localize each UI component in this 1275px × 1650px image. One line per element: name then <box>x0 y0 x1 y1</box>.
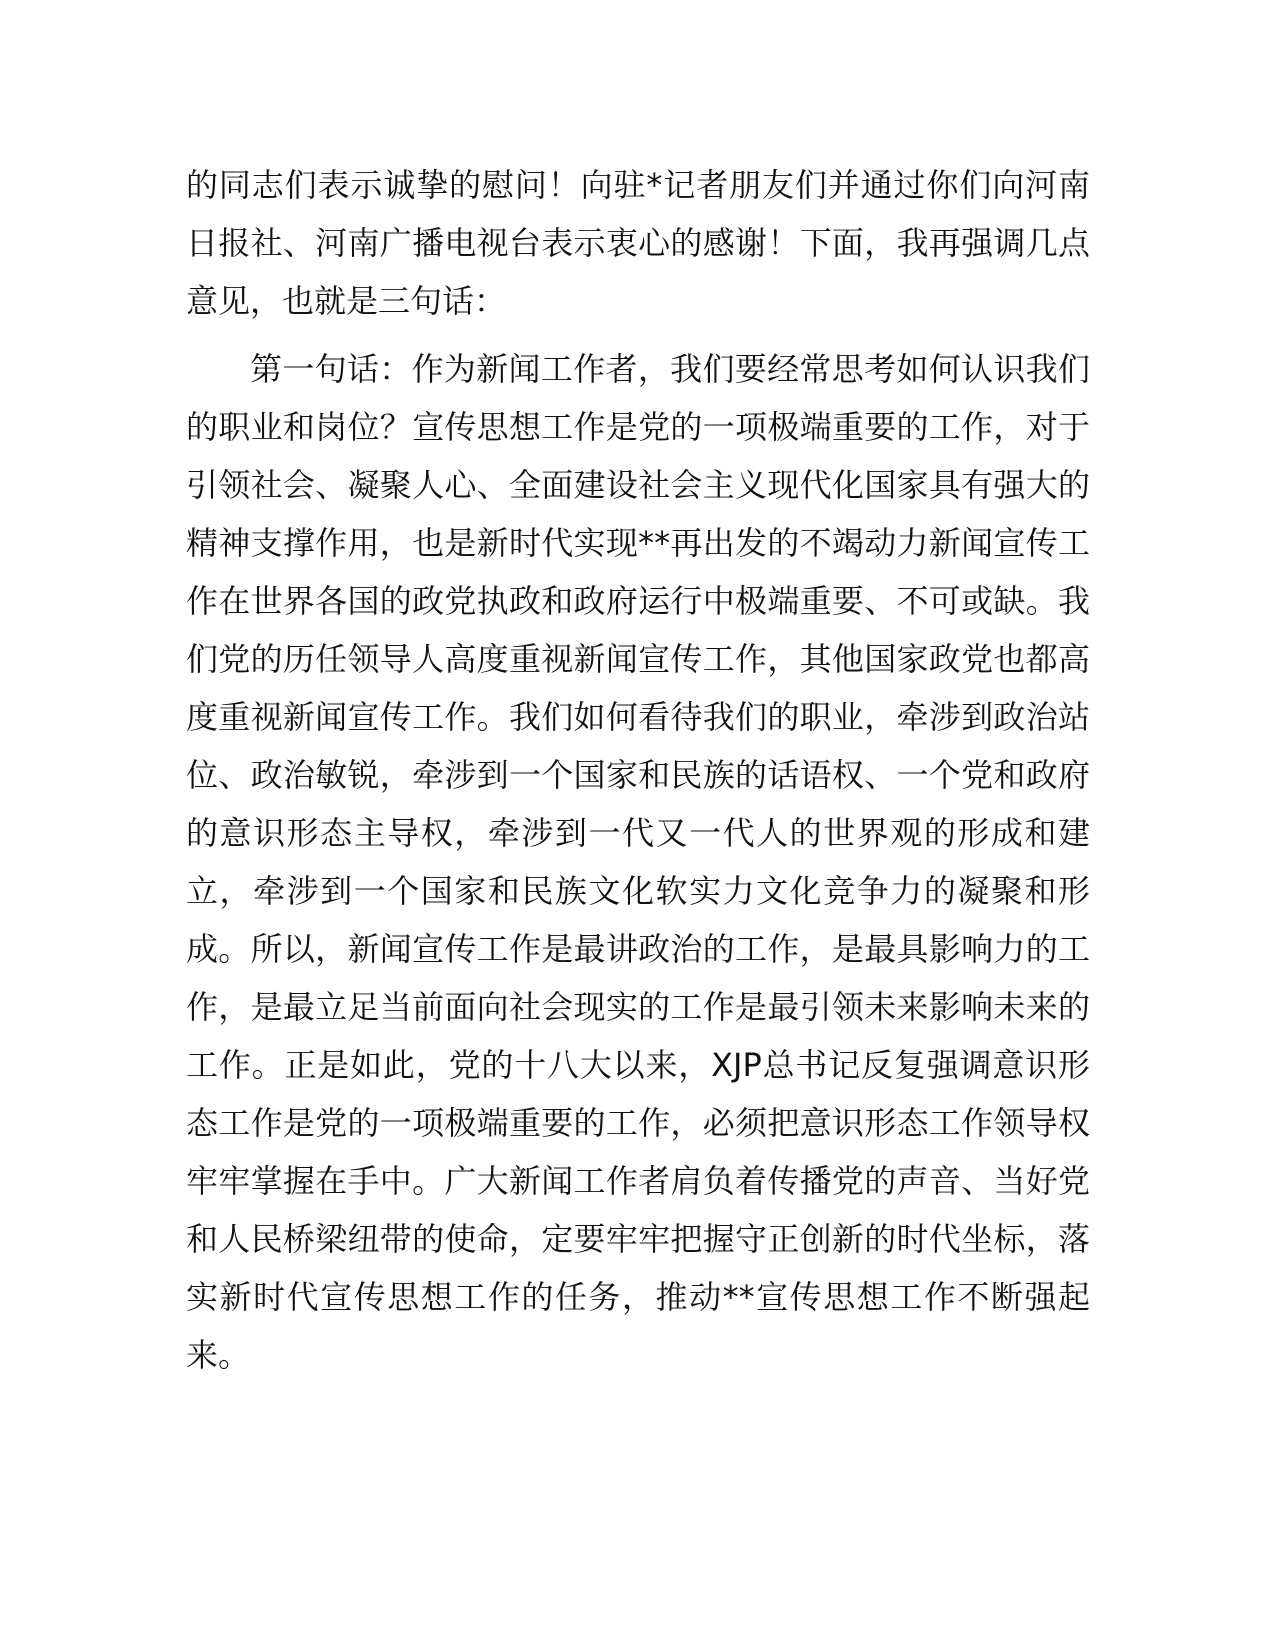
paragraph-continuation: 的同志们表示诚挚的慰问！向驻*记者朋友们并通过你们向河南日报社、河南广播电视台表示衷心的感谢！下面，我再强调几点意见，也就是三句话： <box>186 166 1090 320</box>
document-body <box>186 156 1090 1394</box>
paragraph-first-point: 第一句话：作为新闻工作者，我们要经常思考如何认识我们的职业和岗位？宣传思想工作是党的一项极端重要的工作，对于引领社会、凝聚人心、全面建设社会主义现代化国家具有强大的精神支撑作用，也是新时代实现**再出发的不竭动力新闻宣传工作在世界各国的政党执政和政府运行中极端重要、不可或缺。我们党的历任领导人高度重视新闻宣传工作，其他国家政党也都高度重视新闻宣传工作。我们如何看待我们的职业，牵涉到政治站位、政治敏锐，牵涉到一个国家和民族的话语权、一个党和政府的意识形态主导权，牵涉到一代又一代人的世界观的形成和建立，牵涉到一个国家和民族文化软实力文化竞争力的凝聚和形成。所以，新闻宣传工作是最讲政治的工作，是最具影响力的工作，是最立足当前面向社会现实的工作是最引领未来影响未来的工作。正是如此，党的十八大以来，XJP总书记反复强调意识形态工作是党的一项极端重要的工作，必须把意识形态工作领导权牢牢掌握在手中。广大新闻工作者肩负着传播党的声音、当好党和人民桥梁纽带的使命，定要牢牢把握守正创新的时代坐标，落实新时代宣传思想工作的任务，推动**宣传思想工作不断强起来。 <box>186 350 1090 1374</box>
